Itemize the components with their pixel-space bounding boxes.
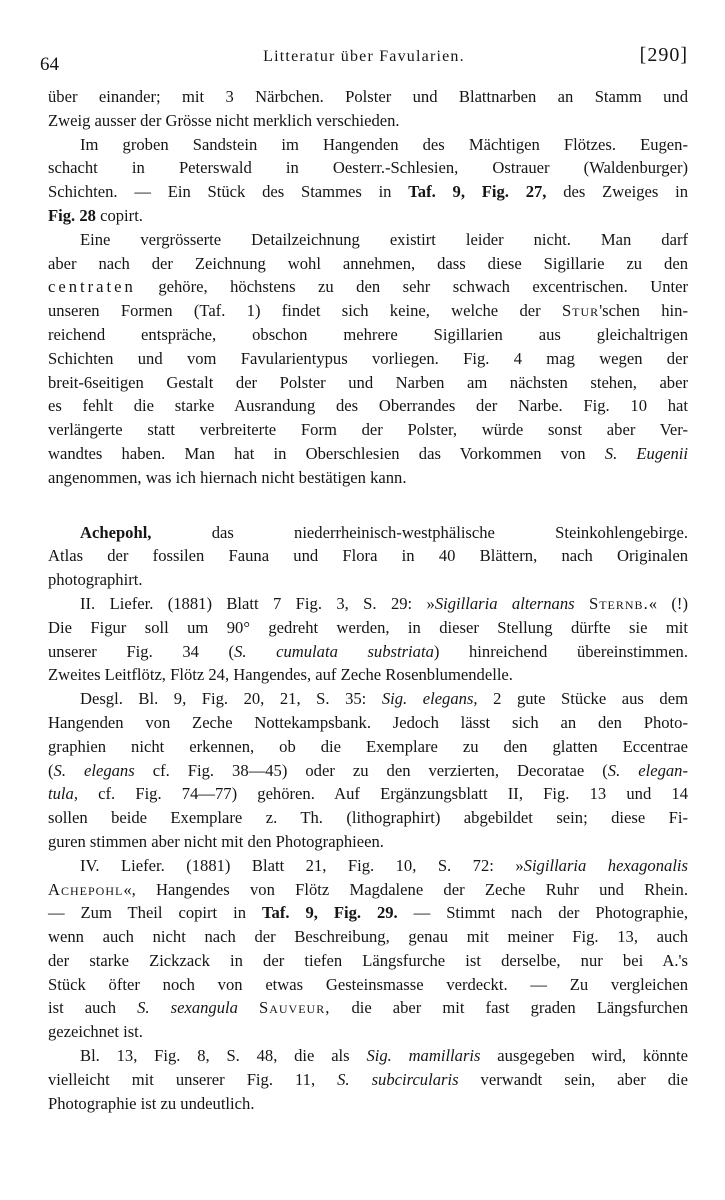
text-line: reichend entspräche, obschon mehrere Sigillarien aus gleichaltrigen: [48, 324, 688, 344]
paragraph: [48, 521, 688, 592]
text-line: verlängerte statt verbreiterte Form der Polster, würde sonst aber Ver-: [48, 420, 688, 440]
text-line: Hangenden von Zeche Nottekampsbank. Jedoch lässt sich an den Photo-: [48, 712, 688, 732]
paragraph: [48, 85, 688, 133]
text-run: die aber mit fast graden Längsfurchen: [351, 998, 688, 1018]
text-line: [48, 996, 688, 1020]
text-line: [48, 275, 688, 299]
text-line: sollen beide Exemplare z. Th. (lithographirt) abgebildet sein; diese Fi-: [48, 808, 688, 828]
text-line: [48, 782, 688, 806]
paragraph: [48, 854, 688, 1044]
species-name: S. cumulata substriata: [234, 641, 434, 661]
text-line: [48, 299, 688, 323]
text-line: [48, 521, 688, 545]
text-run: (: [48, 760, 54, 780]
species-name: Sig. mamillaris: [366, 1046, 481, 1066]
figure-reference: Taf. 9, Fig. 27,: [408, 182, 547, 202]
text-run: unserer Fig. 34 (: [48, 641, 235, 661]
paragraph: [48, 228, 688, 490]
text-line: [48, 759, 688, 783]
text-line: Atlas der fossilen Fauna und Flora in 40 Blättern, nach Originalen: [48, 546, 688, 566]
text-run: des Zweiges in: [563, 182, 688, 202]
species-name: S. elegan-: [607, 760, 688, 780]
author-name: Stur: [561, 301, 600, 321]
author-name: Sternb.: [589, 593, 649, 613]
text-line: breit-6seitigen Gestalt der Polster und Narben am nächsten stehen, aber: [48, 372, 688, 392]
text-run: 'schen hin-: [599, 301, 688, 321]
text-run: Bl. 13, Fig. 8, S. 48, die als: [80, 1046, 350, 1066]
text-run: ausgegeben wird, könnte: [497, 1046, 689, 1066]
text-line: Zweites Leitflötz, Flötz 24, Hangendes, auf Zeche Rosenblumendelle.: [48, 665, 513, 685]
text-run: «, Hangendes von Flötz Magdalene der Zeche Ruhr und Rhein.: [123, 879, 688, 899]
text-run: copirt.: [100, 205, 143, 225]
species-name: S. elegans: [53, 760, 135, 780]
text-run: — Stimmt nach der Photographie,: [413, 903, 689, 923]
text-run: vielleicht mit unserer Fig. 11,: [48, 1069, 316, 1089]
text-run: « (!): [648, 593, 688, 613]
section-gap: [48, 490, 688, 521]
text-line: gezeichnet ist.: [48, 1022, 143, 1042]
text-line: photographirt.: [48, 570, 143, 590]
text-line: [48, 878, 688, 902]
paragraph: [48, 133, 688, 228]
text-line: schacht in Peterswald in Oesterr.-Schlesien, Ostrauer (Waldenburger): [48, 158, 688, 178]
text-line: aber nach der Zeichnung wohl annehmen, dass diese Sigillarie zu den: [48, 253, 688, 273]
text-run: verwandt sein, aber die: [480, 1069, 688, 1089]
species-name: S. sexangula: [137, 998, 238, 1018]
spaced-term: centraten: [48, 277, 136, 297]
species-name: S. Eugenii: [604, 443, 688, 463]
text-line: Zweig ausser der Grösse nicht merklich verschieden.: [48, 110, 400, 130]
text-line: Eine vergrösserte Detailzeichnung existirt leider nicht. Man darf: [80, 229, 688, 249]
text-run: ist auch: [48, 998, 117, 1018]
text-line: [48, 1044, 688, 1068]
text-line: Schichten und vom Favularientypus vorliegen. Fig. 4 mag wegen der: [48, 348, 688, 368]
text-run: Schichten. — Ein Stück des Stammes in: [48, 182, 392, 202]
text-line: angenommen, was ich hiernach nicht bestätigen kann.: [48, 467, 407, 487]
text-line: Stück öfter noch von etwas Gesteinsmasse verdeckt. — Zu vergleichen: [48, 974, 688, 994]
text-run: — Zum Theil copirt in: [48, 903, 247, 923]
page-number: 64: [40, 54, 59, 75]
text-run: wandtes haben. Man hat in Oberschlesien das Vorkommen von: [48, 443, 586, 463]
text-line: Die Figur soll um 90° gedreht werden, in dieser Stellung dürfte sie mit: [48, 617, 688, 637]
text-line: Photographie ist zu undeutlich.: [48, 1093, 255, 1113]
text-line: es fehlt die starke Ausrandung des Oberrandes der Narbe. Fig. 10 hat: [48, 396, 688, 416]
running-title: Litteratur über Favularien.: [263, 48, 465, 65]
page-reference: [290]: [639, 44, 688, 66]
author-name: Achepohl,: [80, 522, 152, 542]
paragraph: [48, 687, 688, 854]
author-name: Sauveur,: [258, 998, 331, 1018]
page-body: [48, 85, 688, 1115]
text-line: wenn auch nicht nach der Beschreibung, genau mit meiner Fig. 13, auch: [48, 927, 688, 947]
text-run: 2 gute Stücke aus dem: [493, 689, 688, 709]
paragraph: [48, 592, 688, 687]
text-line: [48, 180, 688, 204]
text-run: II. Liefer. (1881) Blatt 7 Fig. 3, S. 29: »: [80, 593, 435, 613]
text-line: graphien nicht erkennen, ob die Exemplare zu den glatten Eccentrae: [48, 736, 688, 756]
text-line: Im groben Sandstein im Hangenden des Mächtigen Flötzes. Eugen-: [80, 134, 688, 154]
species-name: Sig. elegans,: [381, 689, 478, 709]
text-line: guren stimmen aber nicht mit den Photographieen.: [48, 831, 384, 851]
species-name: tula,: [48, 784, 78, 804]
text-run: IV. Liefer. (1881) Blatt 21, Fig. 10, S. 72: »: [80, 855, 524, 875]
species-name: Sigillaria alternans: [434, 593, 575, 613]
text-run: ) hinreichend übereinstimmen.: [433, 641, 688, 661]
text-line: über einander; mit 3 Närbchen. Polster und Blattnarben an Stamm und: [48, 87, 688, 106]
text-run: das niederrheinisch-westphälische Steinkohlengebirge.: [211, 522, 688, 542]
text-run: gehöre, höchstens zu den sehr schwach excentrischen. Unter: [158, 277, 688, 297]
text-run: cf. Fig. 74—77) gehören. Auf Ergänzungsblatt II, Fig. 13 und 14: [98, 784, 688, 804]
text-run: Desgl. Bl. 9, Fig. 20, 21, S. 35:: [80, 689, 367, 709]
figure-reference: Fig. 28: [48, 205, 96, 225]
figure-reference: Taf. 9, Fig. 29.: [261, 903, 398, 923]
text-line: [48, 1068, 688, 1092]
species-name: Sigillaria hexagonalis: [523, 855, 688, 875]
text-line: [48, 854, 688, 878]
text-run: unseren Formen (Taf. 1) findet sich keine, welche der: [48, 301, 541, 321]
page-header: [40, 40, 688, 76]
text-run: cf. Fig. 38—45) oder zu den verzierten, Decoratae (: [152, 760, 608, 780]
author-name: Achepohl: [48, 879, 124, 899]
text-line: [48, 204, 688, 228]
text-line: [48, 687, 688, 711]
text-line: [48, 901, 688, 925]
paragraph: [48, 1044, 688, 1115]
text-line: [48, 640, 688, 664]
text-line: [48, 592, 688, 616]
species-name: S. subcircularis: [337, 1069, 459, 1089]
text-line: der starke Zickzack in der tiefen Längsfurche ist derselbe, nur bei A.'s: [48, 950, 688, 970]
text-line: [48, 442, 688, 466]
